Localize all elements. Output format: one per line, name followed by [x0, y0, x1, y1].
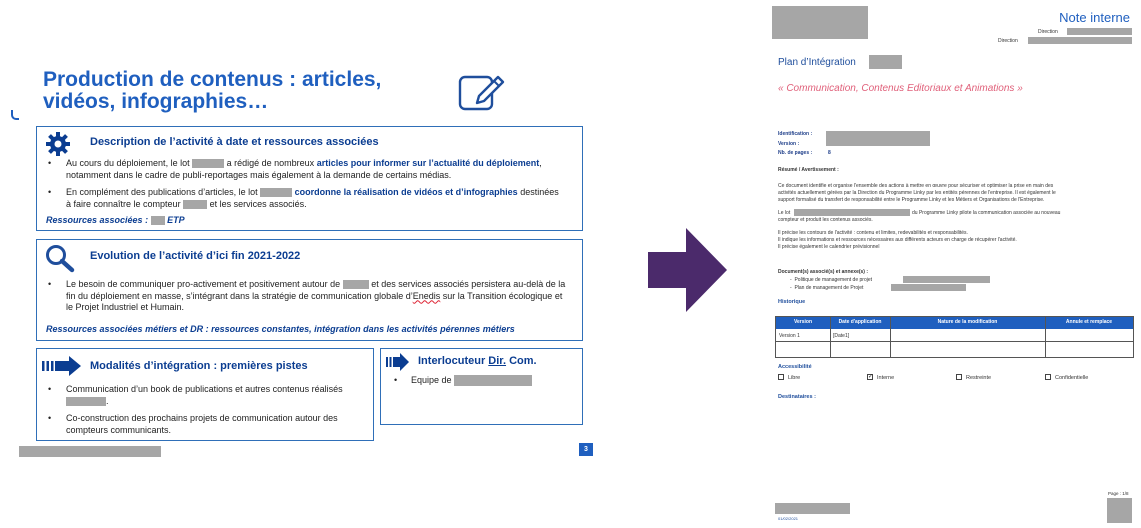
para3-line2: Il indique les informations et ressources nécessaires aux différents acteurs en charge de récupérer l'activité. — [778, 237, 1017, 243]
redaction — [66, 397, 106, 406]
access-checkbox-restreinte[interactable] — [956, 374, 962, 380]
para2-line2: compteur et produit les contenus associés. — [778, 217, 873, 223]
destinataires-heading: Destinataires : — [778, 394, 816, 400]
redaction — [891, 284, 966, 291]
redaction — [1028, 37, 1132, 44]
bullet-dot: • — [48, 413, 52, 423]
section-description-resources: Ressources associées : ETP — [46, 215, 185, 225]
edit-icon — [457, 68, 505, 112]
history-cell: Version 1 — [779, 333, 800, 339]
access-checkbox-interne[interactable]: ✓ — [868, 374, 874, 380]
redaction — [151, 216, 165, 225]
redaction — [260, 188, 292, 197]
magnifier-icon — [44, 243, 76, 273]
section-description-title: Description de l’activité à date et ressources associées — [90, 136, 379, 148]
history-header-cell: Date d'application — [838, 319, 882, 325]
history-header-cell: Nature de la modification — [937, 319, 998, 325]
nb-pages-value: 8 — [828, 150, 831, 156]
redaction — [1067, 28, 1132, 35]
arrow-right-icon — [42, 355, 82, 377]
section-interlocuteur-bullet-1: Equipe de — [411, 375, 581, 387]
nb-pages-label: Nb. de pages : — [778, 150, 813, 156]
bullet-dot: • — [48, 158, 52, 168]
history-table — [775, 316, 1134, 358]
table-divider — [1045, 317, 1046, 357]
section-modalites-bullet-2: Co-construction des prochains projets de communication autour des compteurs communicants. — [66, 413, 338, 435]
direction-label-1: Direction — [1038, 29, 1058, 35]
page-number-badge: 3 — [579, 443, 593, 456]
table-divider — [890, 317, 891, 357]
access-label-libre: Libre — [788, 375, 801, 381]
section-evolution-bullet-1: Le besoin de communiquer pro-activement et positivement autour de et des services associés persistera au-delà de la fin du déploiement en masse, s’intégrant dans la stratégie de communication globale d’Enedis sur la Transition écologique et le Projet Industriel et Humain. — [66, 279, 566, 312]
direction-label-2: Direction — [998, 38, 1018, 44]
section-interlocuteur-title: Interlocuteur Dir. Com. — [418, 355, 537, 367]
section-evolution-title: Evolution de l’activité d’ici fin 2021-2022 — [90, 250, 301, 262]
section-description-bullet-1: Au cours du déploiement, le lot a rédigé de nombreux articles pour informer sur l’actualité du déploiement, notamment dans le cadre de publi-reportages mais également à la demande de certains médias. — [66, 158, 542, 180]
table-divider — [830, 317, 831, 357]
para1-line2: activités actuellement gérées par la Direction du Programme Linky par les entités pérennes de l'entreprise. Il est également le — [778, 190, 1056, 196]
redaction — [454, 375, 532, 386]
footer-date: 01/02/2021 — [778, 516, 799, 521]
history-header-cell: Annule et remplace — [1065, 319, 1113, 325]
para1-line3: support formalisé du transfert de responsabilité entre le Programme Linky et les Métiers et Organisations de l'Entreprise. — [778, 197, 1045, 203]
doc-item-1: - Politique de management de projet — [790, 277, 873, 283]
table-divider — [776, 341, 1133, 342]
redaction — [343, 280, 369, 289]
para3-line3: Il précise également le calendrier prévisionnel — [778, 244, 880, 250]
bullet-dot: • — [48, 187, 52, 197]
redaction — [903, 276, 990, 283]
accessibilite-heading: Accessibilité — [778, 364, 812, 370]
section-description-bullet-2: En complément des publications d’articles, le lot coordonne la réalisation de vidéos et d’infographies destinées à faire connaître le compteur et les services associés. — [66, 187, 559, 209]
para1-line1: Ce document identifie et organise l'ensemble des actions à mettre en œuvre pour sécuriser et optimiser la prise en main des — [778, 183, 1054, 189]
logo-redaction — [772, 6, 868, 39]
section-evolution-resources: Ressources associées métiers et DR : ressources constantes, intégration dans les activités pérennes métiers — [46, 324, 515, 334]
redaction — [192, 159, 224, 168]
access-checkbox-confidentielle[interactable] — [1045, 374, 1051, 380]
access-label-interne: Interne — [877, 375, 895, 381]
access-label-restreinte: Restreinte — [966, 375, 992, 381]
bullet-dot: • — [48, 384, 52, 394]
section-modalites-title: Modalités d’intégration : premières pistes — [90, 360, 308, 372]
para3-line1: Il précise les contours de l'activité : contenu et limites, redevabilités et responsabilités. — [778, 230, 968, 236]
doc-item-2: - Plan de management de Projet — [790, 285, 864, 291]
bullet-dot: • — [394, 375, 398, 385]
docs-assoc-label: Document(s) associé(s) et annexe(s) : — [778, 269, 869, 275]
section-modalites-bullet-1: Communication d’un book de publications et autres contenus réalisés . — [66, 384, 343, 406]
arrow-right-icon — [386, 352, 410, 372]
history-header-cell: Version — [793, 319, 813, 325]
page-label: Page : 1/8 — [1108, 491, 1129, 496]
redaction — [183, 200, 207, 209]
identification-label: Identification : — [778, 131, 813, 137]
para2-prefix: Le lot — [778, 210, 791, 216]
para2-suffix: du Programme Linky pilote la communication associée au nouveau — [912, 210, 1061, 216]
plan-title: Plan d’Intégration — [778, 57, 856, 68]
redaction — [869, 55, 902, 69]
historique-heading: Historique — [778, 299, 806, 305]
redaction — [1107, 498, 1132, 523]
footer-redaction — [775, 503, 850, 514]
redaction — [794, 209, 910, 216]
note-interne-label: Note interne — [1059, 10, 1130, 25]
footer-redaction — [19, 446, 161, 457]
title-hook-decoration — [11, 110, 19, 120]
plan-subtitle: « Communication, Contenus Editoriaux et Animations » — [778, 83, 1023, 94]
redaction — [826, 131, 930, 146]
gear-icon — [45, 131, 71, 157]
resume-label: Résumé / Avertissement : — [778, 167, 839, 173]
transition-arrow-icon — [648, 228, 728, 312]
version-label: Version : — [778, 141, 800, 147]
access-label-confidentielle: Confidentielle — [1055, 375, 1089, 381]
slide-title: Production de contenus : articles, vidéos, infographies… — [43, 68, 382, 113]
bullet-dot: • — [48, 279, 52, 289]
access-checkbox-libre[interactable] — [778, 374, 784, 380]
history-cell: [Date1] — [833, 333, 850, 339]
